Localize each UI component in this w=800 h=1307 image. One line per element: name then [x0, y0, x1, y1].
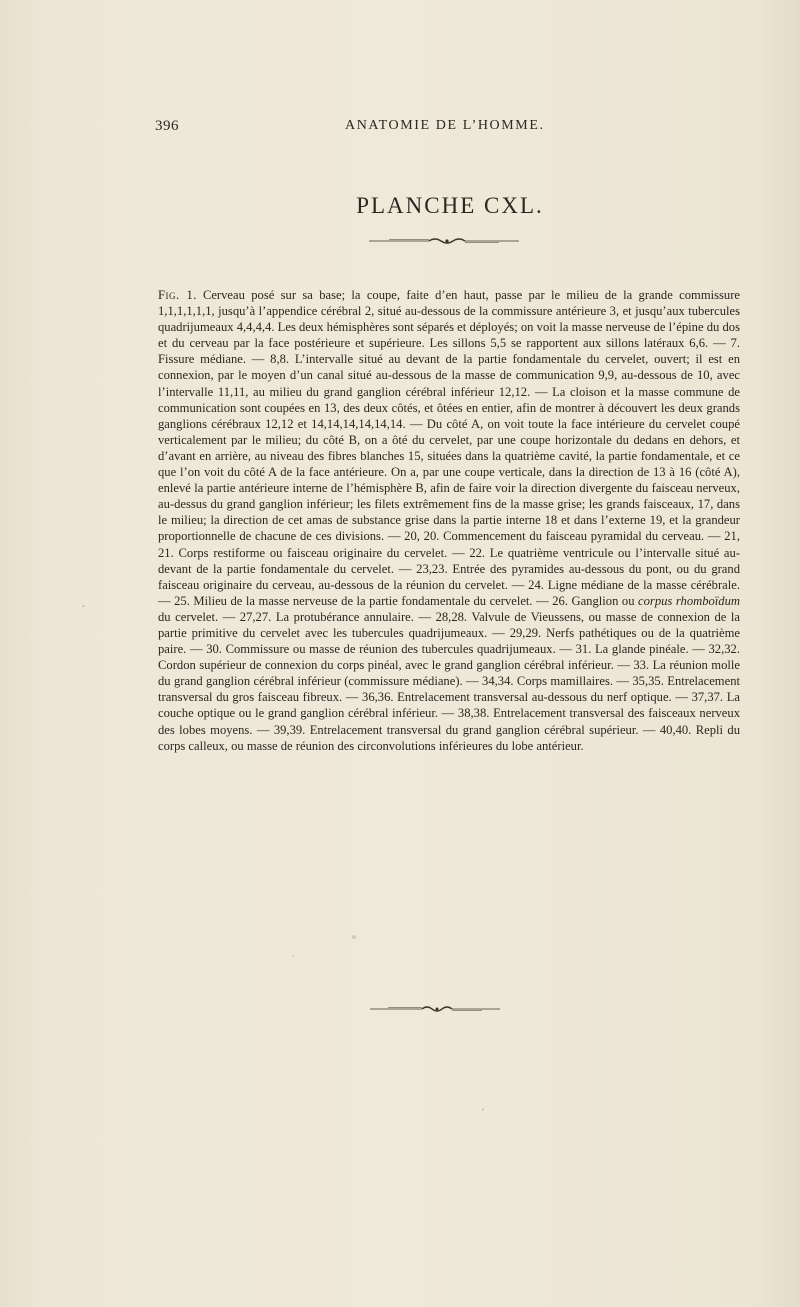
figure-caption [158, 287, 740, 754]
ornament-divider-bottom [370, 1005, 500, 1013]
paper-speck [82, 605, 85, 607]
page-header [155, 118, 745, 138]
figure-label: Fig. 1. [158, 288, 197, 302]
page-number: 396 [155, 118, 179, 134]
caption-italic-term: corpus rhomboïdum [638, 593, 740, 608]
paper-speck [482, 1108, 484, 1111]
ornament-divider-top [369, 237, 519, 245]
running-title: ANATOMIE DE L’HOMME. [345, 118, 545, 133]
plate-title: PLANCHE CXL. [356, 193, 544, 218]
paper-speck [352, 935, 356, 939]
caption-text-part-b: du cervelet. — 27,27. La protubérance annulaire. — 28,28. Valvule de Vieussens, ou masse de connexion de la partie primitive du cervelet avec les tubercules quadrijumeaux. — 29,29. Nerfs pathétiques ou de la quatrième paire. — 30. Commissure ou masse de réunion des tubercules quadrijumeaux. — 31. La glande pinéale. — 32,32. Cordon supérieur de connexion du corps pinéal, avec le grand ganglion cérébral inférieur. — 33. La réunion molle du grand ganglion cérébral inférieur (commissure médiane). — 34,34. Corps mamillaires. — 35,35. Entrelacement transversal du gros faisceau fibreux. — 36,36. Entrelacement transversal au-dessous du nerf optique. — 37,37. La couche optique ou le grand ganglion cérébral inférieur. — 38,38. Entrelacement transversal des faisceaux nerveux des lobes moyens. — 39,39. Entrelacement transversal du grand ganglion cérébral supérieur. — 40,40. Repli du corps calleux, ou masse de réunion des circonvolutions inférieures du lobe antérieur. [158, 609, 740, 753]
caption-text-part-a: Cerveau posé sur sa base; la coupe, faite d’en haut, passe par le milieu de la grande commissure 1,1,1,1,1,1, jusqu’à l’appendice cérébral 2, situé au-dessous de la commissure antérieure 3, et jusqu’aux tubercules quadrijumeaux 4,4,4,4. Les deux hémisphères sont séparés et déployés; on voit la masse nerveuse de l’épine du dos et du cerveau par la face postérieure et supérieure. Les sillons 5,5 se rapportent aux sillons latéraux 6,6. — 7. Fissure médiane. — 8,8. L’intervalle situé au devant de la partie fondamentale du cervelet, ouvert; il est en connexion, par le moyen d’un canal situé au-dessous de la masse de communication 9,9, au-dessous de 10, avec l’intervalle 11,11, au milieu du grand ganglion cérébral inférieur 12,12. — La cloison et la masse commune de communication sont coupées en 13, des deux côtés, et ôtées en entier, afin de montrer à découvert les deux grands ganglions cérébraux 12,12 et 14,14,14,14,14,14. — Du côté A, on voit toute la face intérieure du cervelet coupé verticalement par le milieu; du côté B, on a ôté du cervelet, par une coupe horizontale du dedans en dehors, et d’avant en arrière, au niveau des fibres blanches 15, situées dans la quatrième cavité, la partie fondamentale, et ce que l’on voit du côté A de la face antérieure. On a, par une coupe verticale, dans la direction de 13 à 16 (côté A), enlevé la partie antérieure interne de l’hémisphère B, afin de faire voir la direction divergente du faisceau nerveux, au-dessus du grand ganglion inférieur; les filets extrêmement fins de la masse grise; les grands faisceaux, 17, dans le milieu; la direction de cet amas de substance grise dans la partie interne 18 et dans l’externe 19, et la grandeur proportionnelle de chacune de ces divisions. — 20, 20. Commencement du faisceau pyramidal du cerveau. — 21, 21. Corps restiforme ou faisceau originaire du cervelet. — 22. Le quatrième ventricule ou l’intervalle situé au-devant de la partie fondamentale du cervelet. — 23,23. Entrée des pyramides au-dessous du pont, ou du grand faisceau originaire du cerveau, au-dessous de la réunion du cervelet. — 24. Ligne médiane de la masse cérébrale. — 25. Milieu de la masse nerveuse de la partie fondamentale du cervelet. — 26. Ganglion ou [158, 288, 741, 608]
paper-speck [292, 955, 294, 957]
